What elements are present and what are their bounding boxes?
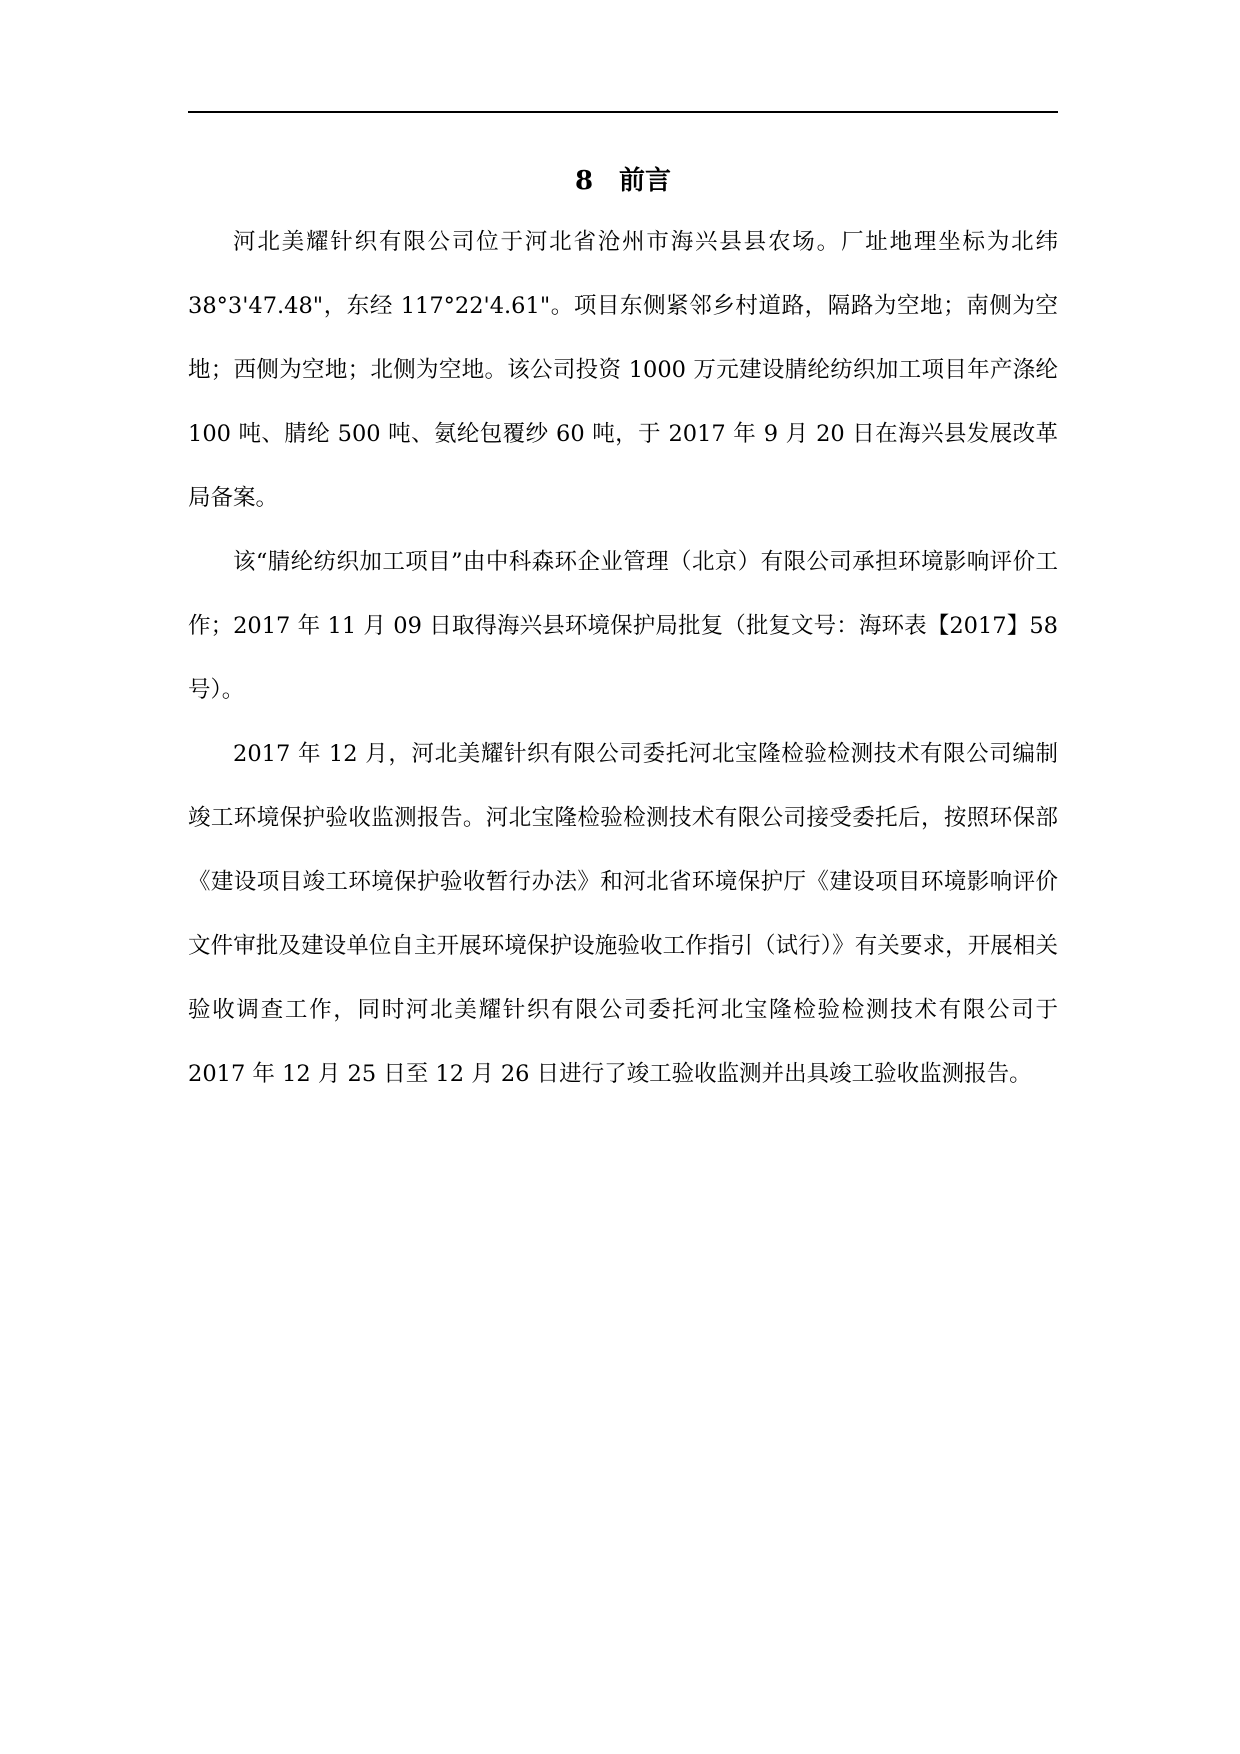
section-title: 前言 (619, 166, 672, 196)
header-rule (188, 111, 1058, 113)
section-heading (188, 161, 1058, 201)
section-number: 8 (574, 166, 594, 196)
paragraph-eia-approval: 该“腈纶纺织加工项目”由中科森环企业管理（北京）有限公司承担环境影响评价工作；2017 年 11 月 09 日取得海兴县环境保护局批复（批复文号：海环表【2017】58 号）。 (188, 549, 1058, 703)
document-body (188, 210, 1058, 1106)
paragraph-project-location: 河北美耀针织有限公司位于河北省沧州市海兴县县农场。厂址地理坐标为北纬 38°3'47.48"，东经 117°22'4.61"。项目东侧紧邻乡村道路，隔路为空地；南侧为空地；西侧为空地；北侧为空地。该公司投资 1000 万元建设腈纶纺织加工项目年产涤纶 100 吨、腈纶 500 吨、氨纶包覆纱 60 吨，于 2017 年 9 月 20 日在海兴县发展改革局备案。 (188, 229, 1058, 511)
paragraph-acceptance-monitoring: 2017 年 12 月，河北美耀针织有限公司委托河北宝隆检验检测技术有限公司编制竣工环境保护验收监测报告。河北宝隆检验检测技术有限公司接受委托后，按照环保部《建设项目竣工环境保护验收暂行办法》和河北省环境保护厅《建设项目环境影响评价文件审批及建设单位自主开展环境保护设施验收工作指引（试行）》有关要求，开展相关验收调查工作，同时河北美耀针织有限公司委托河北宝隆检验检测技术有限公司于 2017 年 12 月 25 日至 12 月 26 日进行了竣工验收监测并出具竣工验收监测报告。 (188, 741, 1058, 1087)
